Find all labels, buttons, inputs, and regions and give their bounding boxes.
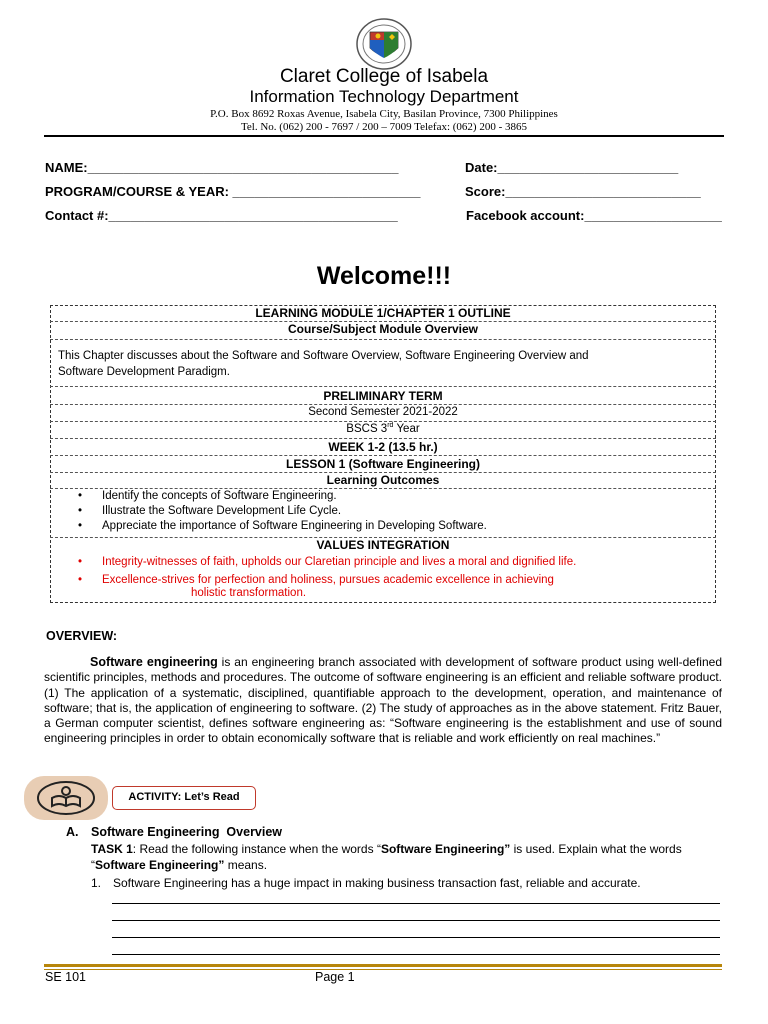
outline-title: LEARNING MODULE 1/CHAPTER 1 OUTLINE [255,306,511,320]
outcome-item: • Illustrate the Software Development Life Cycle. [78,505,487,517]
name-field[interactable]: NAME:___________________________________________ [45,160,399,175]
college-name: Claret College of Isabela [279,66,489,87]
reading-icon [24,776,108,820]
outcomes-title: Learning Outcomes [326,473,440,487]
week-label: WEEK 1-2 (13.5 hr.) [328,440,438,454]
department-name: Information Technology Department [249,87,519,106]
value-item: • Excellence-strives for perfection and holiness, pursues academic excellence in achieving [78,573,576,588]
welcome-heading: Welcome!!! [316,262,452,290]
overview-heading: OVERVIEW: [46,629,118,643]
contact-field[interactable]: Contact #:________________________________________ [45,208,398,223]
task-text: means. [224,857,268,872]
outline-description [58,348,589,380]
date-field[interactable]: Date:_________________________ [465,160,679,175]
program-field[interactable]: PROGRAM/COURSE & YEAR: __________________________ [45,184,421,199]
task-text: is used. Explain what the words “ [91,842,682,872]
answer-line[interactable] [112,937,720,938]
term-label: PRELIMINARY TERM [323,389,443,403]
value-item-continuation: holistic transformation. [191,587,307,599]
overview-paragraph [44,655,722,747]
overview-term: Software engineering [90,655,218,669]
task-text: : Read the following instance when the words “ [132,842,381,856]
footer-rule-thin [44,969,722,970]
divider [50,438,716,439]
item-text: Software Engineering has a huge impact in making business transaction fast, reliable and accurate. [113,876,641,890]
section-letter: A. [66,825,79,839]
description-line: This Chapter discusses about the Software and Software Overview, Software Engineering Overview and [58,350,589,362]
values-title: VALUES INTEGRATION [316,538,450,552]
divider [50,386,716,387]
overview-text: is an engineering branch associated with development of software product using well-defined scientific principles, methods and procedures. The outcome of software engineering is an efficient and reliable software product.(1) The application of a systematic, disciplined, quantifiable approach to the development, operation, and maintenance of software; that is, the application of engineering to software. (2) The study of approaches as in the above statement. Fritz Bauer, a German computer scientist, defines software engineering as: “Software engineering is the establishment and use of sound engineering principles in order to obtain economically software that is reliable and work efficiently on real machines.” [44,655,722,746]
college-seal-logo [356,18,412,70]
values-list [78,555,576,591]
task-term: Software Engineering” [95,857,225,872]
facebook-field[interactable]: Facebook account:___________________ [466,208,722,223]
outcome-item: • Appreciate the importance of Software Engineering in Developing Software. [78,520,487,532]
activity-badge: ACTIVITY: Let’s Read [112,786,256,810]
footer-course: SE 101 [45,970,87,984]
lesson-label: LESSON 1 (Software Engineering) [285,457,481,471]
year-label [50,422,716,435]
answer-line[interactable] [112,903,720,904]
task-instruction [91,842,723,873]
divider [50,488,716,489]
contact-line: Tel. No. (062) 200 - 7697 / 200 – 7009 Telefax: (062) 200 - 3865 [240,121,528,133]
footer-rule [44,964,722,967]
answer-line[interactable] [112,920,720,921]
item-number: 1. [91,876,102,890]
year-suffix: Year [393,422,420,435]
divider [50,339,716,340]
header-rule [44,135,724,137]
address: P.O. Box 8692 Roxas Avenue, Isabela City, Basilan Province, 7300 Philippines [210,108,558,120]
year-sup: rd [387,422,394,429]
score-field[interactable]: Score:___________________________ [465,184,701,199]
outcome-item: • Identify the concepts of Software Engineering. [78,490,487,502]
description-line: Software Development Paradigm. [58,366,230,378]
outline-subtitle: Course/Subject Module Overview [287,322,479,336]
section-title: Software Engineering Overview [91,825,283,839]
task-label: TASK 1 [91,842,133,856]
year-prefix: BSCS 3 [346,422,388,435]
semester-label: Second Semester 2021-2022 [308,406,458,418]
answer-line[interactable] [112,954,720,955]
outcomes-list [78,490,487,535]
task-term: Software Engineering” [380,842,511,856]
divider [50,404,716,405]
divider [50,455,716,456]
value-item: • Integrity-witnesses of faith, upholds our Claretian principle and lives a moral and dignified life. [78,555,576,570]
footer-page: Page 1 [315,970,355,984]
